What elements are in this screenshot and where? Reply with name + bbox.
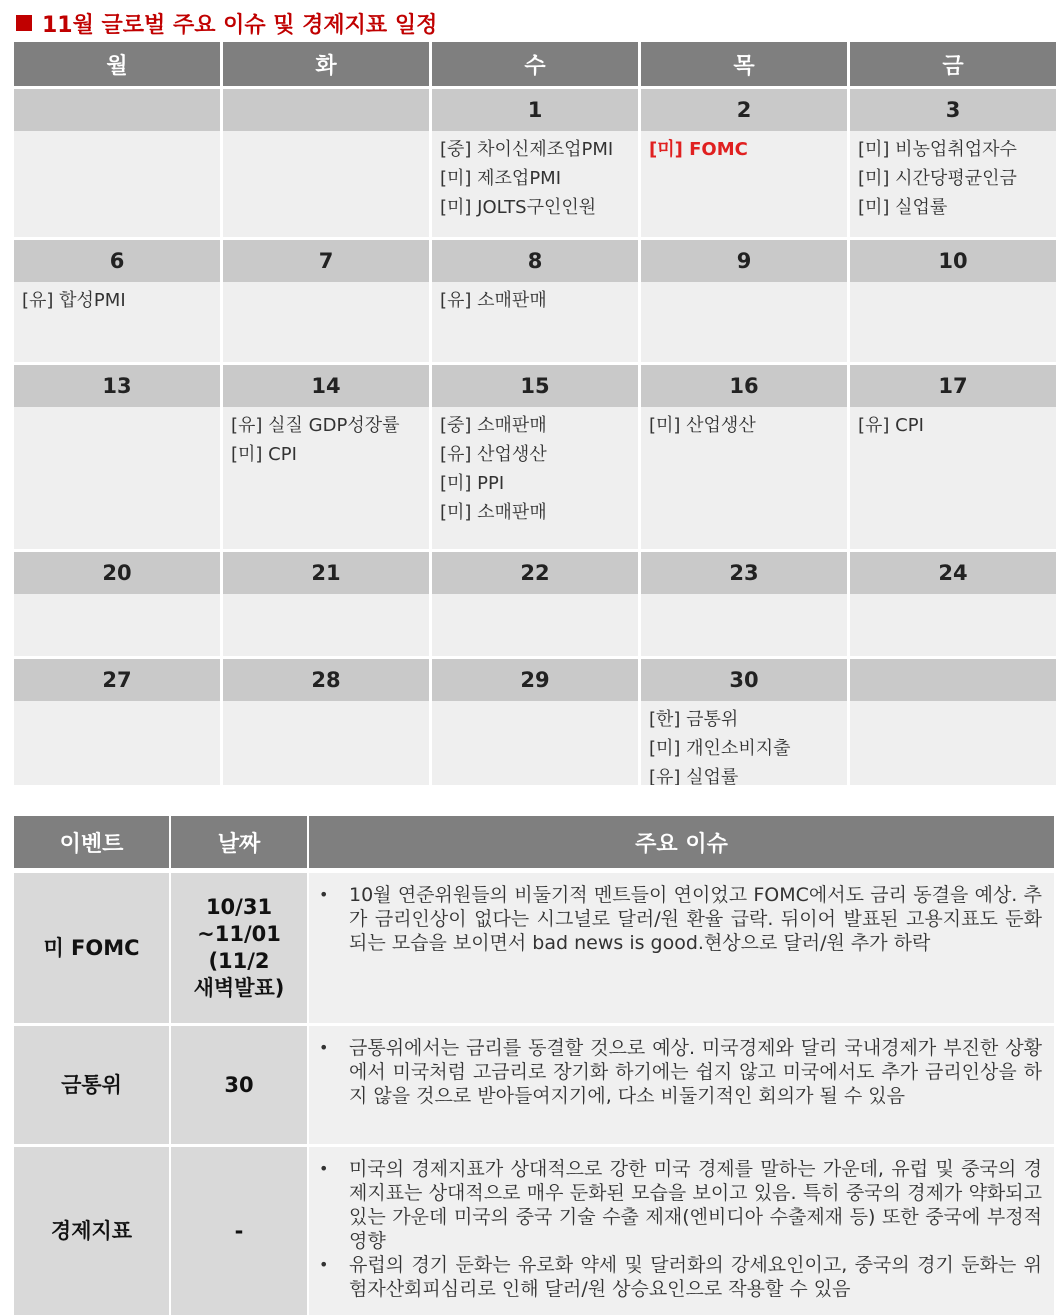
calendar-grid xyxy=(14,42,1056,788)
calendar-day-number: 9 xyxy=(641,240,847,282)
calendar-event: [미] 실업률 xyxy=(858,197,948,218)
issue-bullet: • 미국의 경제지표가 상대적으로 강한 미국 경제를 말하는 가운데, 유럽 및 중국의 경제지표는 상대적으로 매우 둔화된 모습을 보이고 있음. 특히 중국의 경제가 약화되고 있는 가운데 미국의 중국 기술 수출 제재(엔비디아 수출제재 등) 또한 중국에 부정적 영향 xyxy=(349,1157,1042,1253)
issue-date-cell: - xyxy=(171,1147,307,1315)
calendar-event: [중] 소매판매 xyxy=(440,415,547,436)
calendar-day-number: 2 xyxy=(641,89,847,131)
calendar-event: [미] 소매판매 xyxy=(440,502,547,523)
calendar-day-number xyxy=(223,89,429,131)
issue-date-cell: 10/31 ~11/01 (11/2 새벽발표) xyxy=(171,873,307,1023)
calendar-day-number: 28 xyxy=(223,659,429,701)
calendar-day-number: 7 xyxy=(223,240,429,282)
calendar-event: [유] 실업률 xyxy=(649,767,739,785)
issue-bullet: • 유럽의 경기 둔화는 유로화 약세 및 달러화의 강세요인이고, 중국의 경기 둔화는 위험자산회피심리로 인해 달러/원 상승요인으로 작용할 수 있음 xyxy=(349,1253,1042,1301)
column-header-event: 이벤트 xyxy=(14,816,169,868)
calendar-day-number: 23 xyxy=(641,552,847,594)
column-header-issue: 주요 이슈 xyxy=(309,816,1054,868)
calendar-day-cell xyxy=(14,701,220,785)
weekday-header: 목 xyxy=(641,42,847,86)
calendar-day-number: 21 xyxy=(223,552,429,594)
calendar-day-cell xyxy=(850,594,1056,656)
calendar-day-number: 30 xyxy=(641,659,847,701)
issue-event-cell: 경제지표 xyxy=(14,1147,169,1315)
issue-bullet-list xyxy=(319,883,1042,955)
calendar-day-number: 15 xyxy=(432,365,638,407)
issue-event-cell: 미 FOMC xyxy=(14,873,169,1023)
calendar-event: [유] 합성PMI xyxy=(22,290,126,311)
calendar-day-cell xyxy=(641,131,847,237)
issue-bullet-list xyxy=(319,1157,1042,1301)
issue-table xyxy=(14,816,1054,1315)
calendar-event: [유] 실질 GDP성장률 xyxy=(231,415,400,436)
calendar-event: [중] 차이신제조업PMI xyxy=(440,139,614,160)
calendar-day-number xyxy=(14,89,220,131)
calendar-event: [유] CPI xyxy=(858,415,924,436)
calendar-day-number: 8 xyxy=(432,240,638,282)
calendar-day-cell xyxy=(641,701,847,785)
calendar-day-cell xyxy=(223,282,429,362)
column-header-date: 날짜 xyxy=(171,816,307,868)
issue-event-cell: 금통위 xyxy=(14,1026,169,1144)
calendar-day-cell xyxy=(850,701,1056,785)
calendar-day-cell xyxy=(432,594,638,656)
calendar-day-cell xyxy=(432,131,638,237)
calendar-day-cell xyxy=(14,594,220,656)
calendar-day-cell xyxy=(223,594,429,656)
calendar-event: [미] 비농업취업자수 xyxy=(858,139,1017,160)
calendar-day-cell xyxy=(14,407,220,549)
weekday-header: 화 xyxy=(223,42,429,86)
calendar-event: [미] FOMC xyxy=(649,139,748,160)
calendar-day-number: 3 xyxy=(850,89,1056,131)
calendar-day-cell xyxy=(223,131,429,237)
calendar-day-cell xyxy=(432,282,638,362)
calendar-day-cell xyxy=(641,407,847,549)
calendar-day-number: 22 xyxy=(432,552,638,594)
calendar-day-cell xyxy=(14,282,220,362)
calendar-day-cell xyxy=(223,701,429,785)
calendar-day-cell xyxy=(850,407,1056,549)
calendar-event: [한] 금통위 xyxy=(649,709,739,730)
weekday-header: 수 xyxy=(432,42,638,86)
calendar-day-number: 27 xyxy=(14,659,220,701)
calendar-event: [유] 산업생산 xyxy=(440,444,547,465)
issue-detail-cell xyxy=(309,873,1054,1023)
calendar-event: [미] CPI xyxy=(231,444,297,465)
calendar-day-number: 1 xyxy=(432,89,638,131)
calendar-event: [미] 시간당평균인금 xyxy=(858,168,1017,189)
calendar-event: [미] 산업생산 xyxy=(649,415,756,436)
weekday-header: 월 xyxy=(14,42,220,86)
calendar-day-number: 20 xyxy=(14,552,220,594)
calendar-day-cell xyxy=(223,407,429,549)
title-marker-icon xyxy=(16,15,32,31)
calendar-day-number: 29 xyxy=(432,659,638,701)
calendar-day-cell xyxy=(850,282,1056,362)
issue-bullet-list xyxy=(319,1036,1042,1108)
issue-bullet: • 금통위에서는 금리를 동결할 것으로 예상. 미국경제와 달리 국내경제가 부진한 상황에서 미국처럼 고금리로 장기화 하기에는 쉽지 않고 미국에서도 추가 금리인상을 하지 않을 것으로 받아들여지기에, 다소 비둘기적인 회의가 될 수 있음 xyxy=(349,1036,1042,1108)
calendar-day-number: 24 xyxy=(850,552,1056,594)
calendar-event: [미] 개인소비지출 xyxy=(649,738,791,759)
calendar-event: [미] JOLTS구인인원 xyxy=(440,197,597,218)
calendar-day-number xyxy=(850,659,1056,701)
calendar-day-cell xyxy=(641,282,847,362)
issue-date-cell: 30 xyxy=(171,1026,307,1144)
calendar-day-number: 14 xyxy=(223,365,429,407)
calendar-day-number: 17 xyxy=(850,365,1056,407)
weekday-header: 금 xyxy=(850,42,1056,86)
calendar-event: [미] 제조업PMI xyxy=(440,168,562,189)
calendar-day-cell xyxy=(14,131,220,237)
calendar-day-number: 13 xyxy=(14,365,220,407)
issue-detail-cell xyxy=(309,1026,1054,1144)
issue-detail-cell xyxy=(309,1147,1054,1315)
calendar-day-cell xyxy=(641,594,847,656)
page-title-text: 11월 글로벌 주요 이슈 및 경제지표 일정 xyxy=(42,12,438,38)
calendar-event: [유] 소매판매 xyxy=(440,290,547,311)
issue-bullet: • 10월 연준위원들의 비둘기적 멘트들이 연이었고 FOMC에서도 금리 동결을 예상. 추가 금리인상이 없다는 시그널로 달러/원 환율 급락. 뒤이어 발표된 고용지표도 둔화되는 모습을 보이면서 bad news is good.현상으로 달러/원 추가 하락 xyxy=(349,883,1042,955)
calendar-day-cell xyxy=(850,131,1056,237)
calendar-event: [미] PPI xyxy=(440,473,505,494)
calendar-day-number: 10 xyxy=(850,240,1056,282)
page-title xyxy=(16,6,437,40)
calendar-day-cell xyxy=(432,407,638,549)
calendar-day-number: 16 xyxy=(641,365,847,407)
calendar-day-number: 6 xyxy=(14,240,220,282)
calendar-day-cell xyxy=(432,701,638,785)
